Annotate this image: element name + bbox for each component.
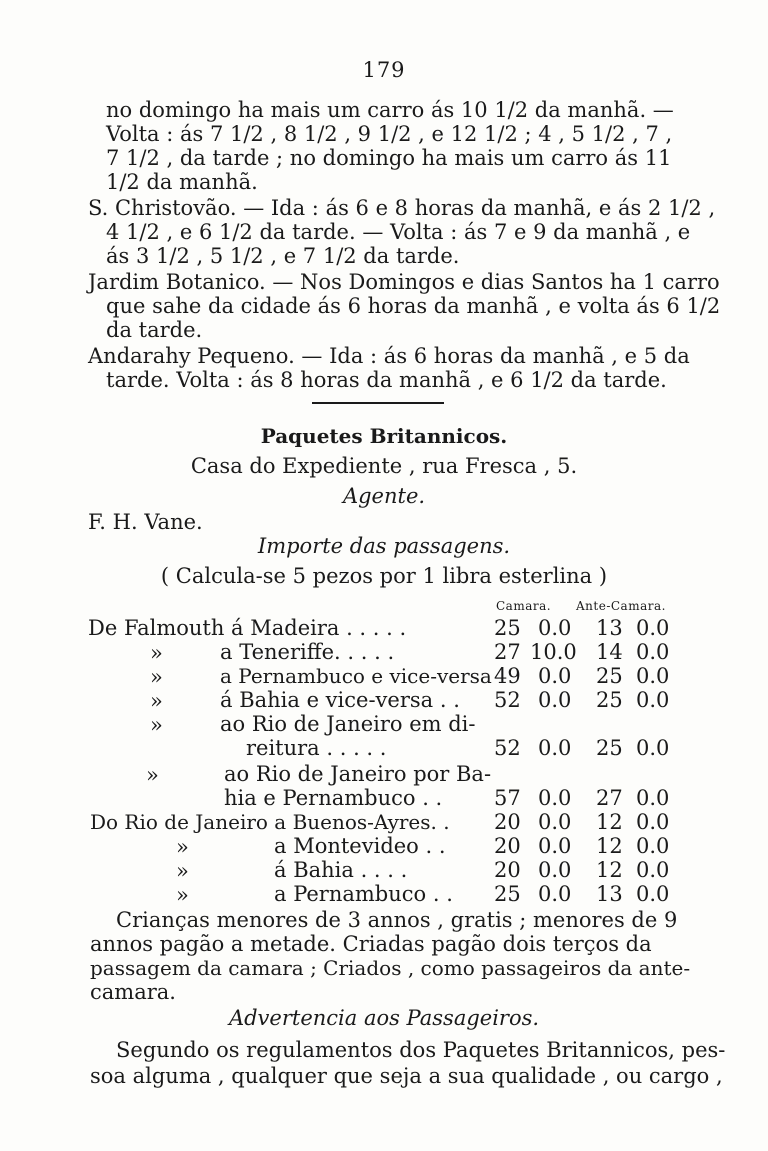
fare-camara-pounds: 52 (494, 736, 521, 760)
fare-camara-shillings: 0.0 (538, 688, 572, 712)
ditto-mark: » (176, 859, 189, 883)
fare-camara-shillings: 0.0 (538, 664, 572, 688)
agent-name: F. H. Vane. (88, 510, 203, 534)
fare-ante-pounds: 27 (596, 786, 623, 810)
fare-camara-pounds: 25 (494, 882, 521, 906)
ditto-mark: » (146, 763, 159, 787)
text-line: 7 1/2 , da tarde ; no domingo ha mais um carro ás 11 (106, 146, 672, 170)
fare-ante-shillings: 0.0 (636, 810, 670, 834)
text-line: S. Christovão. — Ida : ás 6 e 8 horas da manhã, e ás 2 1/2 , (88, 196, 716, 220)
text-line: passagem da camara ; Criados , como passageiros da ante- (90, 956, 691, 980)
office-address: Casa do Expediente , rua Fresca , 5. (190, 454, 578, 478)
fare-ante-pounds: 25 (596, 736, 623, 760)
fare-route-cont: hia e Pernambuco . . (224, 786, 443, 810)
fares-note: ( Calcula-se 5 pezos por 1 libra esterlina ) (160, 564, 608, 588)
fare-route: a Montevideo . . (274, 834, 446, 858)
fare-camara-pounds: 27 (494, 640, 521, 664)
fare-camara-pounds: 20 (494, 834, 521, 858)
text-line: 4 1/2 , e 6 1/2 da tarde. — Volta : ás 7 e 9 da manhã , e (106, 220, 691, 244)
fare-camara-shillings: 0.0 (538, 882, 572, 906)
fare-ante-shillings: 0.0 (636, 786, 670, 810)
fare-camara-shillings: 0.0 (538, 834, 572, 858)
fare-ante-shillings: 0.0 (636, 834, 670, 858)
fare-ante-pounds: 13 (596, 616, 623, 640)
text-line: camara. (90, 980, 176, 1004)
fare-ante-pounds: 12 (596, 834, 623, 858)
fare-ante-pounds: 12 (596, 858, 623, 882)
agent-label: Agente. (342, 484, 426, 508)
advert-title: Advertencia aos Passageiros. (228, 1006, 540, 1030)
fare-ante-shillings: 0.0 (636, 688, 670, 712)
fare-route: ao Rio de Janeiro em di- (220, 712, 476, 736)
fare-camara-pounds: 57 (494, 786, 521, 810)
fare-camara-shillings: 0.0 (538, 786, 572, 810)
fare-camara-pounds: 49 (494, 664, 521, 688)
ditto-mark: » (150, 641, 163, 665)
ditto-mark: » (150, 713, 163, 737)
text-line: Segundo os regulamentos dos Paquetes Britannicos, pes- (116, 1038, 726, 1062)
fare-route: a Pernambuco e vice-versa (220, 664, 492, 688)
text-line: Jardim Botanico. — Nos Domingos e dias Santos ha 1 carro (88, 270, 720, 294)
fares-title: Importe das passagens. (257, 534, 511, 558)
fare-ante-shillings: 0.0 (636, 858, 670, 882)
fare-ante-shillings: 0.0 (636, 616, 670, 640)
fare-camara-pounds: 20 (494, 858, 521, 882)
text-line: soa alguma , qualquer que seja a sua qualidade , ou cargo , (90, 1064, 723, 1088)
text-line: Volta : ás 7 1/2 , 8 1/2 , 9 1/2 , e 12 1/2 ; 4 , 5 1/2 , 7 , (106, 122, 673, 146)
fare-ante-pounds: 13 (596, 882, 623, 906)
text-line: da tarde. (106, 318, 203, 342)
ditto-mark: » (150, 665, 163, 689)
fare-ante-pounds: 25 (596, 688, 623, 712)
fare-camara-shillings: 10.0 (530, 640, 577, 664)
fare-ante-pounds: 25 (596, 664, 623, 688)
fare-camara-pounds: 20 (494, 810, 521, 834)
header-camara: Camara. (496, 599, 552, 613)
fare-ante-shillings: 0.0 (636, 736, 670, 760)
fare-ante-shillings: 0.0 (636, 640, 670, 664)
fare-route: á Bahia e vice-versa . . (220, 688, 460, 712)
fare-camara-pounds: 52 (494, 688, 521, 712)
text-line: Andarahy Pequeno. — Ida : ás 6 horas da manhã , e 5 da (88, 344, 690, 368)
fare-ante-pounds: 12 (596, 810, 623, 834)
text-line: ás 3 1/2 , 5 1/2 , e 7 1/2 da tarde. (106, 244, 460, 268)
ditto-mark: » (176, 883, 189, 907)
header-ante-camara: Ante-Camara. (576, 599, 666, 613)
fare-camara-shillings: 0.0 (538, 810, 572, 834)
fare-camara-shillings: 0.0 (538, 736, 572, 760)
fare-route: a Pernambuco . . (274, 882, 453, 906)
fare-route: De Falmouth á Madeira . . . . . (88, 616, 407, 640)
fare-route-cont: reitura . . . . . (246, 736, 387, 760)
fare-route: á Bahia . . . . (274, 858, 408, 882)
text-line: que sahe da cidade ás 6 horas da manhã , e volta ás 6 1/2 (106, 294, 721, 318)
page-number: 179 (362, 58, 406, 82)
section-title: Paquetes Britannicos. (260, 424, 508, 448)
fare-route: Do Rio de Janeiro a Buenos-Ayres. . (90, 810, 450, 834)
ditto-mark: » (176, 835, 189, 859)
section-divider (312, 402, 444, 404)
fare-camara-pounds: 25 (494, 616, 521, 640)
fare-camara-shillings: 0.0 (538, 858, 572, 882)
fare-route: ao Rio de Janeiro por Ba- (224, 762, 492, 786)
text-line: tarde. Volta : ás 8 horas da manhã , e 6 1/2 da tarde. (106, 368, 667, 392)
fare-route: a Teneriffe. . . . . (220, 640, 395, 664)
text-line: annos pagão a metade. Criadas pagão dois terços da (90, 932, 652, 956)
text-line: Crianças menores de 3 annos , gratis ; menores de 9 (116, 908, 678, 932)
text-line: no domingo ha mais um carro ás 10 1/2 da manhã. — (106, 98, 674, 122)
fare-ante-pounds: 14 (596, 640, 623, 664)
ditto-mark: » (150, 689, 163, 713)
text-line: 1/2 da manhã. (106, 170, 258, 194)
fare-ante-shillings: 0.0 (636, 882, 670, 906)
fare-camara-shillings: 0.0 (538, 616, 572, 640)
fare-ante-shillings: 0.0 (636, 664, 670, 688)
